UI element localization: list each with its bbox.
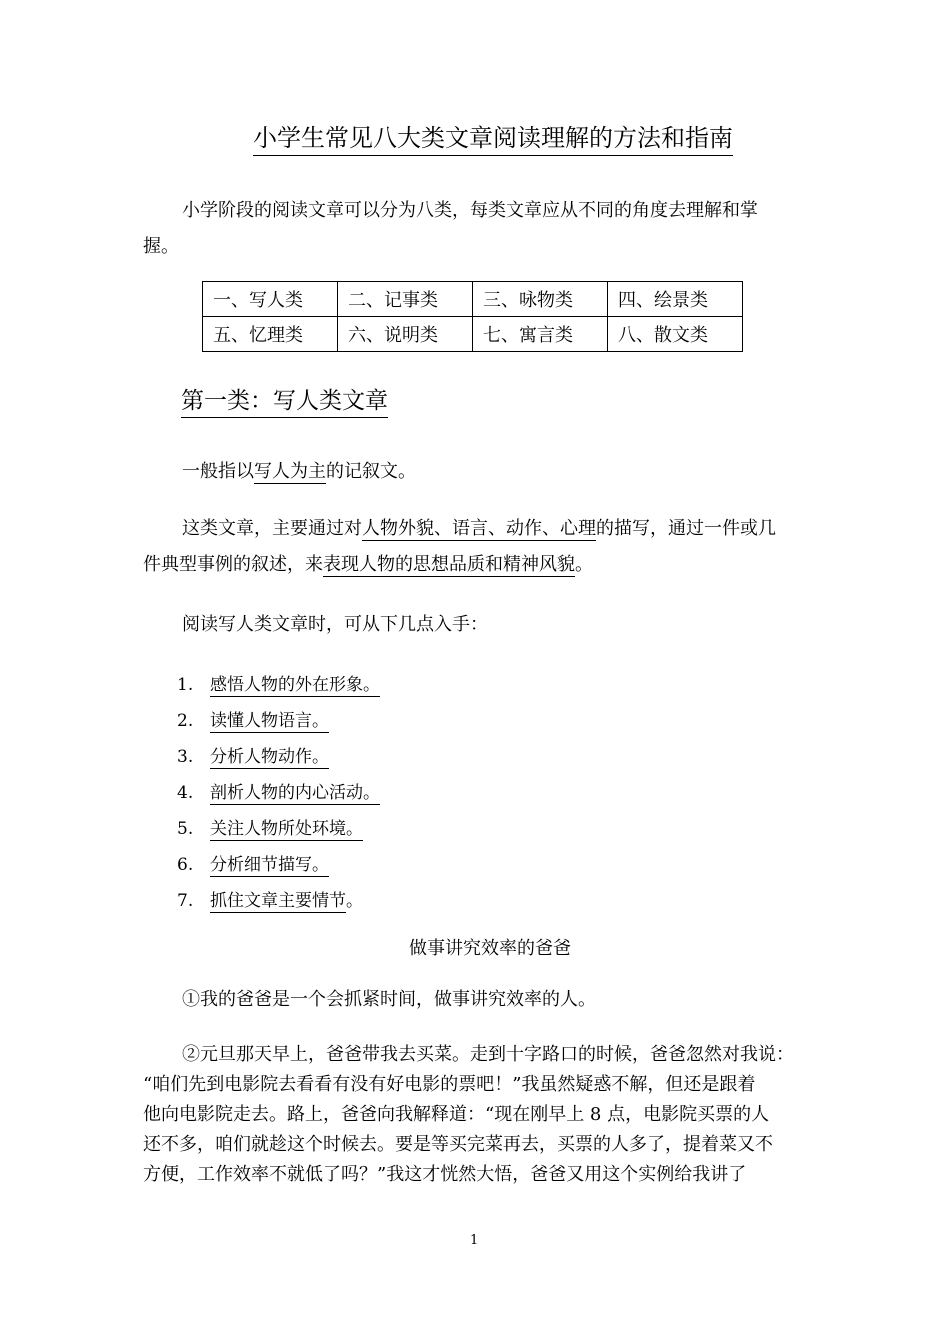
list-text: 关注人物所处环境。 [210, 819, 363, 839]
tips-intro: 阅读写人类文章时，可从下几点入手： [182, 614, 488, 635]
text-run: 这类文章，主要通过对 [182, 518, 362, 539]
list-number: 7. [177, 891, 194, 911]
list-text: 读懂人物语言。 [210, 711, 329, 731]
text-run: 件典型事例的叙述，来 [143, 554, 323, 575]
list-text: 分析细节描写。 [210, 855, 329, 875]
text-run: 一般指以 [182, 461, 254, 482]
list-item [177, 811, 380, 847]
list-item [177, 703, 380, 739]
underlined-phrase: 人物外貌、语言、动作、心理 [362, 518, 596, 539]
list-number: 4. [177, 783, 194, 803]
list-item [177, 883, 380, 919]
story-line: 他向电影院走去。路上，爸爸向我解释道：“现在刚早上 8 点，电影院买票的人 [143, 1104, 770, 1125]
intro-line-1: 小学阶段的阅读文章可以分为八类，每类文章应从不同的角度去理解和掌 [182, 200, 758, 221]
story-line: “咱们先到电影院去看看有没有好电影的票吧！”我虽然疑惑不解，但还是跟着 [143, 1074, 756, 1095]
list-item [177, 739, 380, 775]
page-number: 1 [470, 1233, 479, 1248]
intro-line-2: 握。 [143, 236, 179, 257]
story-title: 做事讲究效率的爸爸 [409, 938, 571, 959]
list-number: 3. [177, 747, 194, 767]
category-cell: 四、绘景类 [608, 282, 743, 317]
table-row [203, 317, 743, 352]
story-paragraph-2 [143, 1040, 813, 1190]
list-text: 感悟人物的外在形象。 [210, 675, 380, 695]
story-line: ②元旦那天早上，爸爸带我去买菜。走到十字路口的时候，爸爸忽然对我说： [182, 1044, 794, 1065]
section-heading: 第一类：写人类文章 [181, 382, 388, 418]
text-run: 的记叙文。 [326, 461, 416, 482]
underlined-phrase: 表现人物的思想品质和精神风貌 [323, 554, 575, 575]
underlined-phrase: 写人为主 [254, 461, 326, 482]
list-item [177, 847, 380, 883]
list-item [177, 667, 380, 703]
table-row [203, 282, 743, 317]
document-title: 小学生常见八大类文章阅读理解的方法和指南 [253, 118, 733, 156]
list-number: 5. [177, 819, 194, 839]
category-cell: 一、写人类 [203, 282, 338, 317]
text-run: 。 [575, 554, 593, 575]
category-cell: 八、散文类 [608, 317, 743, 352]
story-line: 还不多，咱们就趁这个时候去。要是等买完菜再去，买票的人多了，提着菜又不 [143, 1134, 773, 1155]
story-paragraph-1: ①我的爸爸是一个会抓紧时间，做事讲究效率的人。 [182, 989, 596, 1010]
category-cell: 二、记事类 [338, 282, 473, 317]
definition-paragraph [182, 457, 416, 487]
list-item [177, 775, 380, 811]
list-text: 分析人物动作。 [210, 747, 329, 767]
list-text: 剖析人物的内心活动。 [210, 783, 380, 803]
description-line-1 [182, 514, 776, 544]
story-line: 方便，工作效率不就低了吗？”我这才恍然大悟，爸爸又用这个实例给我讲了 [143, 1164, 747, 1185]
tips-list [177, 667, 380, 919]
category-cell: 七、寓言类 [473, 317, 608, 352]
list-number: 6. [177, 855, 194, 875]
category-cell: 六、说明类 [338, 317, 473, 352]
category-cell: 五、忆理类 [203, 317, 338, 352]
list-number: 1. [177, 675, 194, 695]
categories-table [202, 281, 743, 352]
category-cell: 三、咏物类 [473, 282, 608, 317]
list-number: 2. [177, 711, 194, 731]
list-text: 抓住文章主要情节 [210, 891, 346, 911]
list-punctuation: 。 [346, 891, 363, 911]
description-line-2 [143, 550, 593, 580]
text-run: 的描写，通过一件或几 [596, 518, 776, 539]
